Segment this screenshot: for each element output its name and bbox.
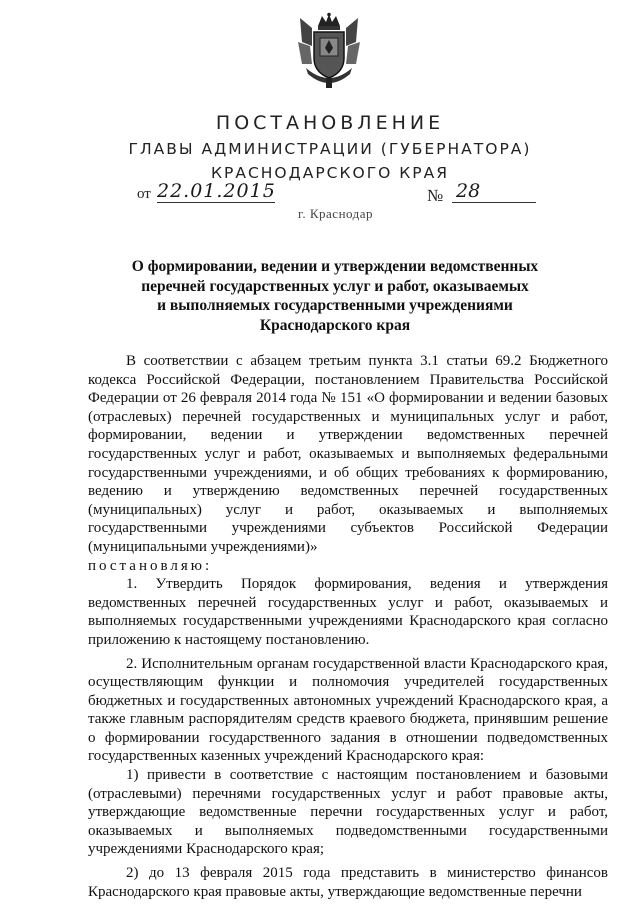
intro-paragraph: В соответствии с абзацем третьим пункта 3.1 статьи 69.2 Бюджетного кодекса Российской Федерации, постановлением Правительства Российской Федерации от 26 февраля 2014 года № 151 «О формировании и ведении базовых (отраслевых) перечней государственных и муниципальных услуг и работ, формировании, ведении и утверждении ведомственных перечней государственных услуг и работ, оказываемых и выполняемых федеральными государственными учреждениями, и об общих требованиях к формированию, ведению и утверждению ведомственных перечней государственных (муниципальных) услуг и работ, оказываемых и выполняемых государственными учреждениями субъектов Российской Федерации (муниципальными учреждениями)» [88, 353, 608, 555]
document-body [88, 352, 608, 901]
number-label: № [427, 186, 444, 205]
subject-line: перечней государственных услуг и работ, оказываемых [141, 277, 529, 295]
region-line: КРАСНОДАРСКОГО КРАЯ [210, 164, 450, 182]
subject-line: и выполняемых государственными учреждениями [157, 297, 513, 314]
document-title: ПОСТАНОВЛЕНИЕ [215, 112, 445, 134]
krasnodar-coat-of-arms-icon [296, 12, 362, 92]
paragraph-2-item-1: 1) привести в соответствие с настоящим постановлением и базовыми (отраслевыми) перечнями государственных услуг и работ правовые акты, утверждающие ведомственные перечни государственных услуг и работ, оказываемых и выполняемых подведомственными государственными учреждениями Краснодарского края; [88, 767, 608, 858]
subject-line: О формировании, ведении и утверждении ведомственных [131, 258, 539, 275]
paragraph-1: 1. Утвердить Порядок формирования, ведения и утверждения ведомственных перечней государственных услуг и работ, оказываемых и выполняемых государственными учреждениями Краснодарского края согласно приложению к настоящему постановлению. [88, 576, 608, 648]
city-label: г. Краснодар [298, 206, 374, 221]
document-date: 22.01.2015 [157, 180, 276, 202]
issuer-line: ГЛАВЫ АДМИНИСТРАЦИИ (ГУБЕРНАТОРА) [128, 140, 532, 158]
date-label: от [137, 186, 151, 202]
paragraph-2-item-2: 2) до 13 февраля 2015 года представить в министерство финансов Краснодарского края правовые акты, утверждающие ведомственные перечни [88, 865, 608, 900]
document-subject [110, 257, 560, 335]
paragraph-2: 2. Исполнительным органам государственной власти Краснодарского края, осуществляющим функции и полномочия учредителей государственных бюджетных и государственных автономных учреждений Краснодарского края, а также главным распорядителям средств краевого бюджета, принявшим решение о формировании государственного задания в отношении подведомственных государственных казенных учреждений Краснодарского края: [88, 655, 608, 765]
subject-line: Краснодарского края [259, 316, 411, 334]
decree-word: постановляю: [88, 557, 213, 574]
document-number: 28 [452, 180, 536, 203]
